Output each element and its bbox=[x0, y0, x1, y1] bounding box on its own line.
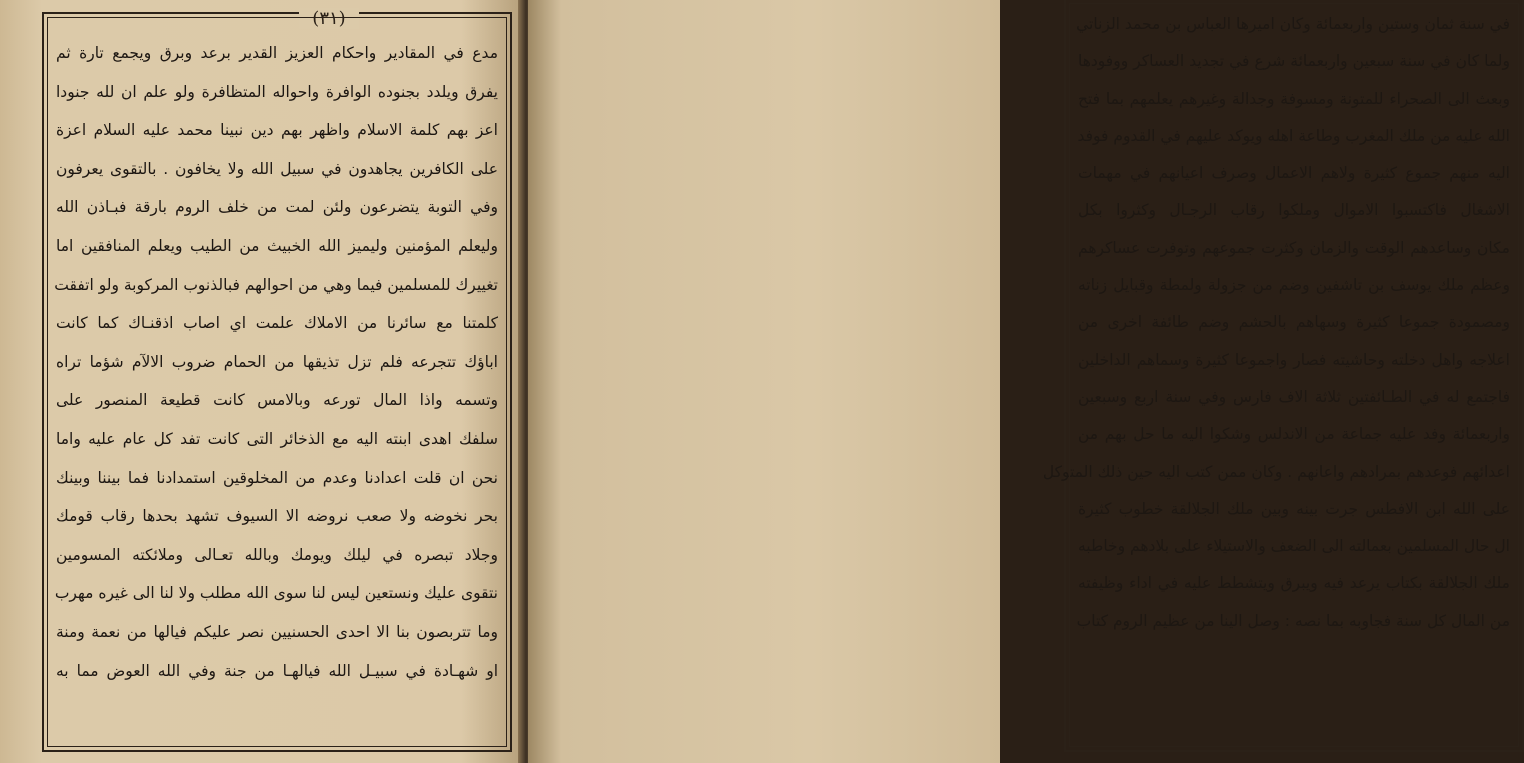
left-page-frame bbox=[42, 8, 512, 752]
left-page bbox=[0, 0, 524, 763]
text-line: الله عليه من ملك المغرب وطاعة اهله ويوكد عليهم في القدوم فوفد bbox=[1077, 126, 1510, 145]
text-line: ولما كان في سنة سبعين واربعمائة شرع في تجديد العساكر ووفودها bbox=[1078, 52, 1510, 71]
text-line: وعظم ملك يوسف بن تاشفين وضم من جزولة ولمطة وقبايل زناته bbox=[1078, 276, 1510, 295]
text-line: وليعلم المؤمنين وليميز الله الخبيث من الطيب ويعلم المنافقين اما bbox=[56, 236, 498, 255]
text-line: في سنة ثمان وستين واربعمائة وكان اميرها العباس بن محمد الزناتي bbox=[1076, 15, 1510, 33]
text-line: نتقوى عليك ونستعين ليس لنا سوى الله مطلب ولا لنا الى غيره مهرب bbox=[54, 584, 498, 603]
text-line: اباؤك تتجرعه فلم تزل تذيقها من الحمام ضروب الالآم شؤما تراه bbox=[56, 352, 498, 371]
left-page-text bbox=[56, 34, 498, 742]
text-line: تغييرك للمسلمين فيما وهي من احوالهم فبالذنوب المركوبة ولو اتفقت bbox=[54, 275, 498, 294]
text-line: الاشغال فاكتسبوا الاموال وملكوا رقاب الرجـال وكثروا بكل bbox=[1078, 201, 1510, 220]
text-line: وبعث الى الصحراء للمتونة ومسوفة وجدالة وغيرهم يعلمهم بما فتح bbox=[1078, 89, 1510, 108]
text-line: فاجتمع له في الطـائفتين ثلاثة الاف فارس وفي سنة اربع وسبعين bbox=[1078, 387, 1510, 406]
text-line: وجلاد تبصره في ليلك ويومك وبالله تعـالى وملائكته المسومين bbox=[56, 545, 498, 564]
text-line: نحن ان قلت اعدادنا وعدم من المخلوقين استمدادنا فما بيننا وبينك bbox=[56, 468, 498, 487]
text-line: من المال كل سنة فجاوبه بما نصه : وصل الينا من عظيم الروم كتاب bbox=[1076, 611, 1510, 630]
text-line: مكان وساعدهم الوقت والزمان وكثرت جموعهم وتوفرت عساكرهم bbox=[1078, 238, 1510, 257]
right-page bbox=[528, 0, 1510, 763]
text-line: وما تتربصون بنا الا احدى الحسنيين نصر عليكم فيالها من نعمة ومنة bbox=[56, 622, 498, 641]
text-line: بحر نخوضه ولا صعب نروضه الا السيوف تشهد بحدها رقاب قومك bbox=[56, 507, 498, 526]
page-number: (٣١) bbox=[299, 8, 359, 29]
text-line: اعدائهم فوعدهم بمرادهم واعانهم . وكان ممن كتب اليه حين ذلك المتوكل bbox=[1042, 462, 1510, 481]
text-line: مدع في المقادير واحكام العزيز القدير برعد وبرق ويجمع تارة ثم bbox=[56, 44, 498, 62]
text-line: ملك الجلالقة بكتاب يرعد فيه ويبرق ويتشطط عليه في اداء وظيفته bbox=[1078, 574, 1510, 593]
text-line: وفي التوبة يتضرعون ولئن لمت من خلف الروم بارقة فبـاذن الله bbox=[56, 198, 498, 217]
right-page-text bbox=[1042, 6, 1510, 742]
text-line: اعز بهم كلمة الاسلام واظهر بهم دين نبينا محمد عليه السلام اعزة bbox=[56, 121, 498, 140]
text-line: ال حال المسلمين بعمالته الى الضعف والاستيلاء على بلادهم وخاطبه bbox=[1078, 537, 1510, 556]
right-page-frame bbox=[1042, 0, 1524, 752]
text-line: وتسمه واذا المال تورعه وبالامس كانت قطيعة المنصور على bbox=[56, 391, 498, 410]
text-line: واربعمائة وفد عليه جماعة من الاندلس وشكوا اليه ما حل بهم من bbox=[1078, 425, 1510, 444]
text-line: على الكافرين يجاهدون في سبيل الله ولا يخافون . بالتقوى يعرفون bbox=[56, 159, 498, 178]
text-line: اليه منهم جموع كثيرة ولاهم الاعمال وصرف اعيانهم في مهمات bbox=[1078, 164, 1510, 183]
text-line: ومصمودة جموعا كثيرة وسهاهم بالحشم وضم طائفة اخرى من bbox=[1078, 313, 1510, 332]
text-line: على الله ابن الافطس جرت بينه وبين ملك الجلالقة خطوب كثيرة bbox=[1078, 499, 1510, 518]
text-line: سلفك اهدى ابنته اليه مع الذخائر التى كانت تفد كل عام عليه واما bbox=[56, 429, 498, 448]
text-line: كلمتنا مع سائرنا من الاملاك علمت اي اصاب اذقنـاك كما كانت bbox=[56, 314, 498, 333]
text-line: يفرق ويلدد بجنوده الوافرة واحواله المتظافرة ولو علم ان لله جنودا bbox=[56, 82, 498, 101]
text-line: او شهـادة في سبيـل الله فيالهـا من جنة وفي الله العوض مما به bbox=[56, 661, 498, 680]
text-line: اعلاجه واهل دخلته وحاشيته فصار واجموعا كثيرة وسماهم الداخلين bbox=[1078, 350, 1510, 369]
